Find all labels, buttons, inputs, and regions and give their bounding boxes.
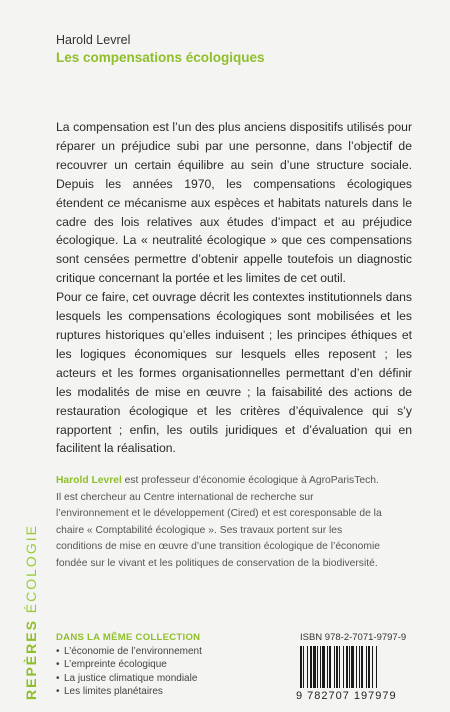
isbn-label: ISBN 978-2-7071-9797-9 [300,632,407,643]
collection-item: • L’empreinte écologique [56,658,256,671]
collection-heading: DANS LA MÊME COLLECTION [56,632,201,643]
spine-collection-name: REPÈRES [23,619,39,700]
book-title: Les compensations écologiques [56,50,265,65]
spine-label [23,524,39,700]
same-collection-list [56,632,256,699]
author-bio [56,473,386,573]
bio-text: est professeur d’économie écologique à AgroParisTech. Il est chercheur au Centre international de recherche sur l’environnement et le développement (Cired) et est coresponsable de la chaire « Comptabilité écologique ». Ses travaux portent sur les conditions de mise en œuvre d’une transition écologique de l’économie fondée sur le vivant et les politiques de conservation de la biodiversité. [56,475,382,569]
barcode-number: 9 782707 197979 [296,690,397,702]
spine [0,0,48,712]
collection-item: • La justice climatique mondiale [56,672,256,685]
collection-item: • L’économie de l’environnement [56,645,256,658]
spine-subject: ÉCOLOGIE [23,524,39,614]
collection-item: • Les limites planétaires [56,685,256,698]
barcode-icon [300,646,410,688]
paragraph-1: La compensation est l’un des plus anciens dispositifs utilisés pour réparer un préjudice subi par une personne, dans l’objectif de recouvrer un certain équilibre au sein d’une structure sociale. Depuis les années 1970, les compensations écologiques étendent ce mécanisme aux espèces et habitats naturels dans le cadre des lois relatives aux études d’impact et au préjudice écologique. La « neutralité écologique » que ces compensations sont censées permettre d’obtenir appelle toutefois un diagnostic critique concernant la portée et les limites de cet outil. [56,120,412,286]
paragraph-2: Pour ce faire, cet ouvrage décrit les contextes institutionnels dans lesquels les compensations écologiques sont mobilisées et les ruptures historiques qu’elles induisent ; les principes éthiques et les logiques économiques sur lesquels elles reposent ; les acteurs et les formes organisationnelles permettant d’en définir les modalités de mise en œuvre ; la faisabilité des actions de restauration écologique et les critères d’équivalence qui s’y rapportent ; enfin, les outils juridiques et d’évaluation qui en facilitent la réalisation. [56,290,412,456]
back-cover-text [56,118,412,458]
bio-author-name: Harold Levrel [56,475,122,486]
author-name: Harold Levrel [56,33,131,47]
